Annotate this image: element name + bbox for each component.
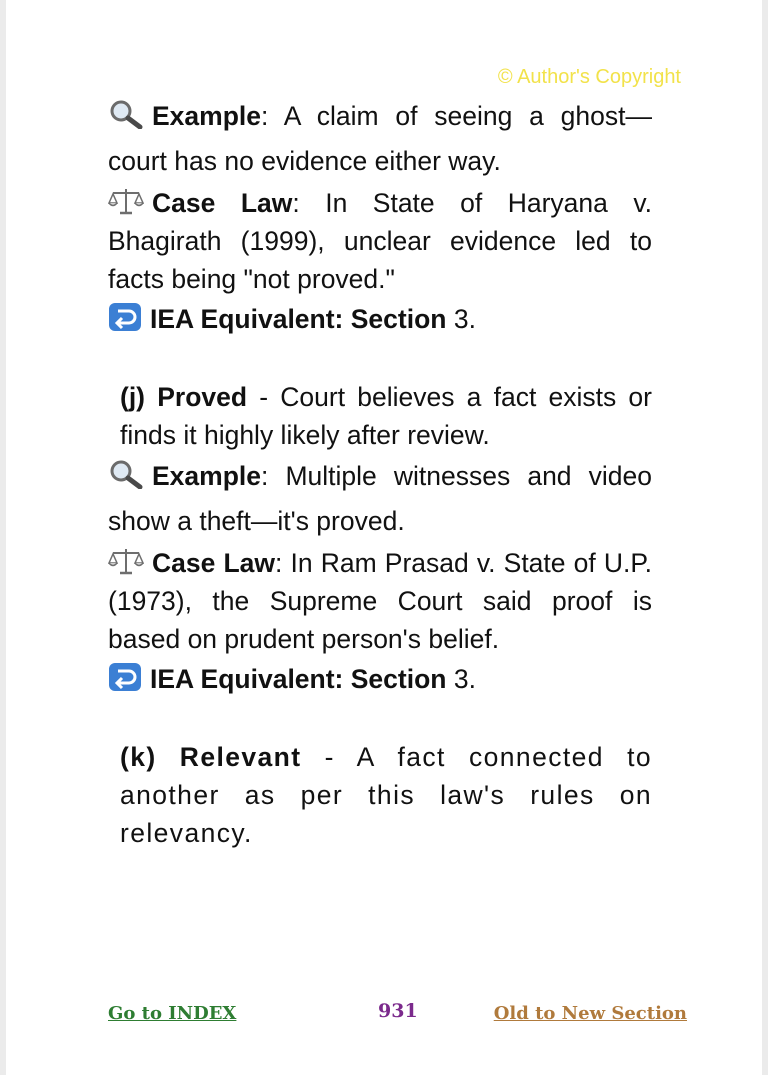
magnifier-icon bbox=[108, 459, 144, 489]
relevant-text: - A fact connected to another as per this law's rules on relevancy. bbox=[120, 742, 653, 848]
iea-section-2: 3. bbox=[446, 664, 476, 694]
proved-label: (j) Proved bbox=[120, 382, 248, 412]
magnifier-icon bbox=[108, 99, 144, 129]
relevant-definition bbox=[108, 738, 652, 852]
example-text: : A claim of seeing a ghost—court has no evidence either way. bbox=[108, 101, 652, 176]
example-paragraph-2 bbox=[108, 454, 652, 544]
scales-icon bbox=[108, 186, 144, 216]
case-law-label: Case Law bbox=[152, 188, 293, 218]
case-law-paragraph bbox=[108, 184, 652, 298]
example-paragraph bbox=[108, 94, 652, 184]
copyright-notice: © Author's Copyright bbox=[497, 66, 681, 88]
case-law-paragraph-2 bbox=[108, 544, 652, 658]
case-law-text: : In State of Haryana v. Bhagirath (1999), unclear evidence led to facts being "not proved." bbox=[108, 188, 652, 294]
return-arrow-icon bbox=[108, 662, 142, 692]
document-page bbox=[6, 0, 762, 1075]
go-to-index-link[interactable]: Go to INDEX bbox=[108, 1003, 237, 1024]
old-to-new-section-link[interactable]: Old to New Section bbox=[493, 1003, 687, 1024]
return-arrow-icon bbox=[108, 302, 142, 332]
proved-definition bbox=[108, 378, 652, 454]
case-law-text-2: : In Ram Prasad v. State of U.P. (1973), the Supreme Court said proof is based on prudent person's belief. bbox=[108, 548, 652, 654]
iea-equivalent-line-2 bbox=[108, 660, 652, 698]
page-content bbox=[108, 94, 652, 852]
proved-text: - Court believes a fact exists or finds it highly likely after review. bbox=[120, 382, 652, 450]
page-number: 931 bbox=[378, 1000, 418, 1022]
example-label: Example bbox=[152, 101, 262, 131]
iea-section: 3. bbox=[446, 304, 476, 334]
iea-label: IEA Equivalent: Section bbox=[150, 304, 447, 334]
iea-label-2: IEA Equivalent: Section bbox=[150, 664, 447, 694]
iea-equivalent-line bbox=[108, 300, 652, 338]
case-law-label-2: Case Law bbox=[152, 548, 276, 578]
relevant-label: (k) Relevant bbox=[120, 742, 302, 772]
example-text-2: : Multiple witnesses and video show a theft—it's proved. bbox=[108, 461, 652, 536]
example-label-2: Example bbox=[152, 461, 262, 491]
scales-icon bbox=[108, 546, 144, 576]
